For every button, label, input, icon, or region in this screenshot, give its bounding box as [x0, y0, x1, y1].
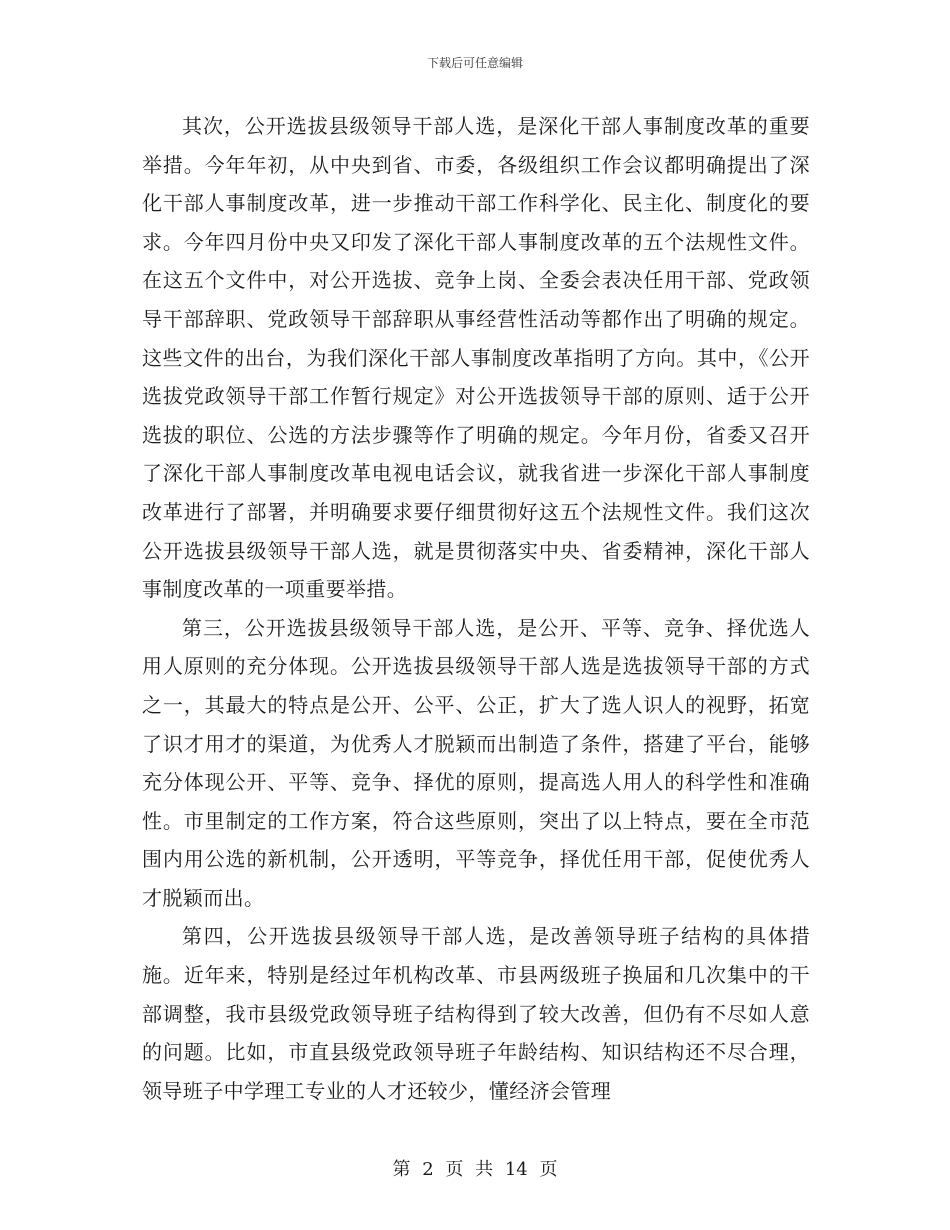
paragraph-thirdly: 第三，公开选拔县级领导干部人选，是公开、平等、竞争、择优选人用人原则的充分体现。公开选拔县级领导干部人选是选拔领导干部的方式之一，其最大的特点是公开、公平、公正，扩大了选人识人的视野，拓宽了识才用才的渠道，为优秀人才脱颖而出制造了条件，搭建了平台，能够充分体现公开、平等、竞争、择优的原则，提高选人用人的科学性和准确性。市里制定的工作方案，符合这些原则，突出了以上特点，要在全市范围内用公选的新机制，公开透明，平等竞争，择优任用干部，促使优秀人才脱颖而出。 — [142, 615, 810, 910]
page-header-note: 下载后可任意编辑 — [426, 56, 523, 70]
document-body — [142, 107, 810, 1110]
paragraph-fourthly: 第四，公开选拔县级领导干部人选，是改善领导班子结构的具体措施。近年来，特别是经过年机构改革、市县两级班子换届和几次集中的干部调整，我市县级党政领导班子结构得到了较大改善，但仍有不尽如人意的问题。比如，市直县级党政领导班子年龄结构、知识结构还不尽合理，领导班子中学理工专业的人才还较少，懂经济会管理 — [142, 924, 810, 1103]
page-footer-number: 第 2 页 共 14 页 — [392, 1159, 558, 1180]
paragraph-secondly: 其次，公开选拔县级领导干部人选，是深化干部人事制度改革的重要举措。今年年初，从中央到省、市委，各级组织工作会议都明确提出了深化干部人事制度改革，进一步推动干部工作科学化、民主化、制度化的要求。今年四月份中央又印发了深化干部人事制度改革的五个法规性文件。在这五个文件中，对公开选拔、竞争上岗、全委会表决任用干部、党政领导干部辞职、党政领导干部辞职从事经营性活动等都作出了明确的规定。这些文件的出台，为我们深化干部人事制度改革指明了方向。其中，《公开选拔党政领导干部工作暂行规定》对公开选拔领导干部的原则、适于公开选拔的职位、公选的方法步骤等作了明确的规定。今年月份，省委又召开了深化干部人事制度改革电视电话会议，就我省进一步深化干部人事制度改革进行了部署，并明确要求要仔细贯彻好这五个法规性文件。我们这次公开选拔县级领导干部人选，就是贯彻落实中央、省委精神，深化干部人事制度改革的一项重要举措。 — [142, 114, 810, 602]
